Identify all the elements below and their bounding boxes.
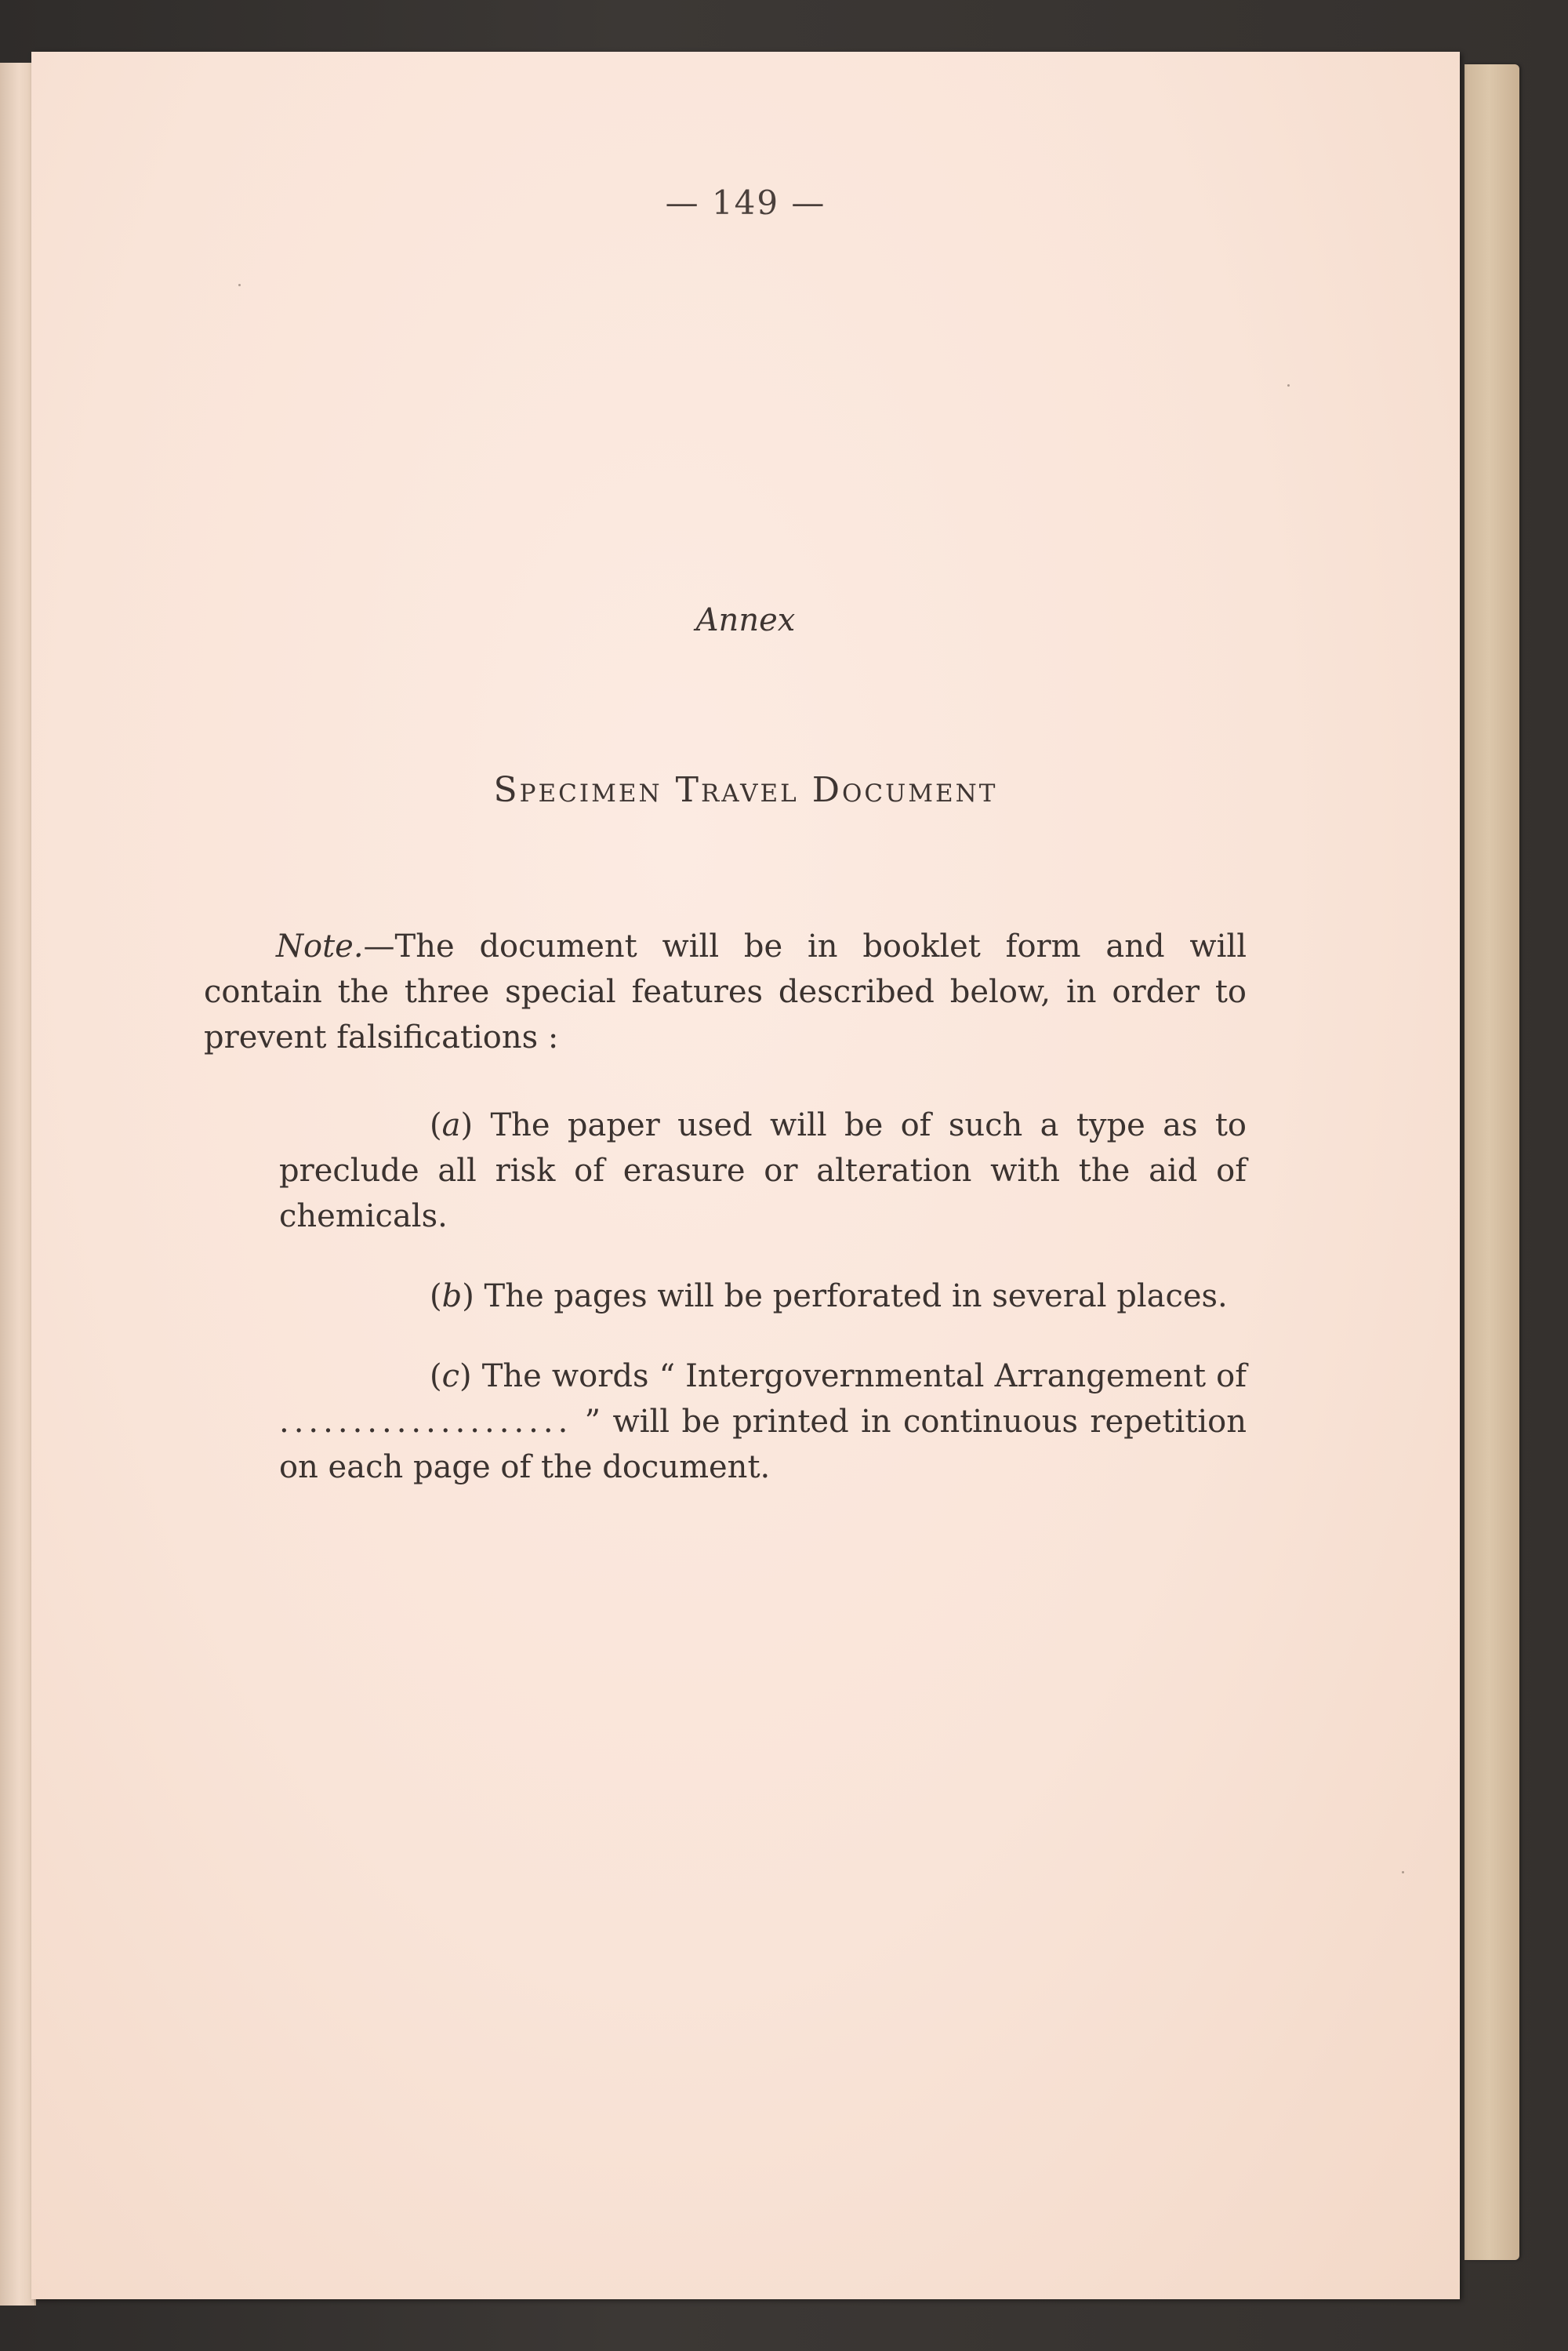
body-text <box>204 924 1247 1490</box>
page-number: — 149 — <box>665 184 826 222</box>
list-item-b <box>279 1274 1247 1319</box>
list-item-a <box>279 1103 1247 1239</box>
paper-speck <box>238 284 241 286</box>
item-c-marker: (c) <box>430 1358 472 1394</box>
book-back-edge <box>1465 64 1519 2260</box>
item-c-text-after: ” will be printed in continuous repetition on each page of the document. <box>279 1404 1247 1485</box>
note-dash: — <box>363 928 395 965</box>
document-title: Specimen Travel Document <box>493 770 998 810</box>
item-b-marker: (b) <box>430 1278 474 1314</box>
paper-speck <box>1402 1871 1404 1873</box>
note-label: Note. <box>276 928 364 965</box>
note-paragraph <box>204 924 1247 1060</box>
annex-heading: Annex <box>695 602 796 638</box>
item-c-blank-leader: .................... <box>279 1404 573 1440</box>
item-b-text: The pages will be perforated in several places. <box>484 1278 1228 1314</box>
list-item-c <box>279 1354 1247 1490</box>
item-a-text: The paper used will be of such a type as to preclude all risk of erasure or alteration with the aid of chemicals. <box>279 1107 1247 1234</box>
item-c-text-before: The words “ Intergovernmental Arrangement of <box>481 1358 1247 1394</box>
book-page <box>31 52 1460 2299</box>
note-text: The document will be in booklet form and will contain the three special features described below, in order to prevent falsifications : <box>204 928 1247 1056</box>
paper-speck <box>1287 384 1290 387</box>
item-a-marker: (a) <box>430 1107 474 1143</box>
